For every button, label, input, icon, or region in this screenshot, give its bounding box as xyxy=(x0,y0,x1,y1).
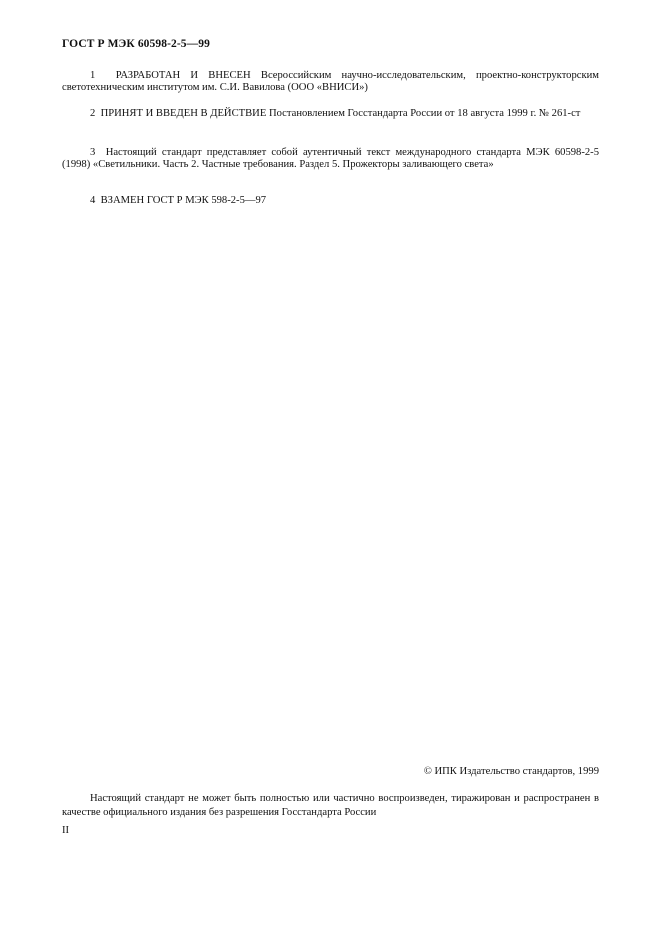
item-lead: ПРИНЯТ И ВВЕДЕН В ДЕЙСТВИЕ xyxy=(100,108,267,119)
item-text: Настоящий стандарт представляет собой аутентичный текст международного стандарта МЭК 60598-2-5 (1998) «Светильники. Часть 2. Частные требования. Раздел 5. Прожекторы заливающего света» xyxy=(62,147,599,171)
item-number: 2 xyxy=(90,108,96,119)
copyright-notice: © ИПК Издательство стандартов, 1999 xyxy=(423,766,599,777)
item-text: Всероссийским научно-исследовательским, проектно-конструкторским светотехническим институтом им. С.И. Вавилова (ООО «ВНИСИ») xyxy=(62,70,599,94)
item-number: 3 xyxy=(90,147,96,158)
page-number: II xyxy=(62,825,70,836)
item-text: ГОСТ Р МЭК 598-2-5—97 xyxy=(146,195,267,206)
document-header: ГОСТ Р МЭК 60598-2-5—99 xyxy=(62,38,210,50)
preface-item-3 xyxy=(62,147,599,172)
reproduction-notice: Настоящий стандарт не может быть полностью или частично воспроизведен, тиражирован и распространен в качестве официального издания без разрешения Госстандарта России xyxy=(62,793,599,818)
item-lead: ВЗАМЕН xyxy=(100,195,145,206)
preface-item-2 xyxy=(62,108,599,120)
item-lead: РАЗРАБОТАН И ВНЕСЕН xyxy=(115,70,251,81)
preface-item-4 xyxy=(62,195,599,207)
item-text: Постановлением Госстандарта России от 18 августа 1999 г. № 261-ст xyxy=(268,108,581,119)
preface-item-1 xyxy=(62,70,599,95)
item-number: 1 xyxy=(90,70,96,81)
item-number: 4 xyxy=(90,195,96,206)
